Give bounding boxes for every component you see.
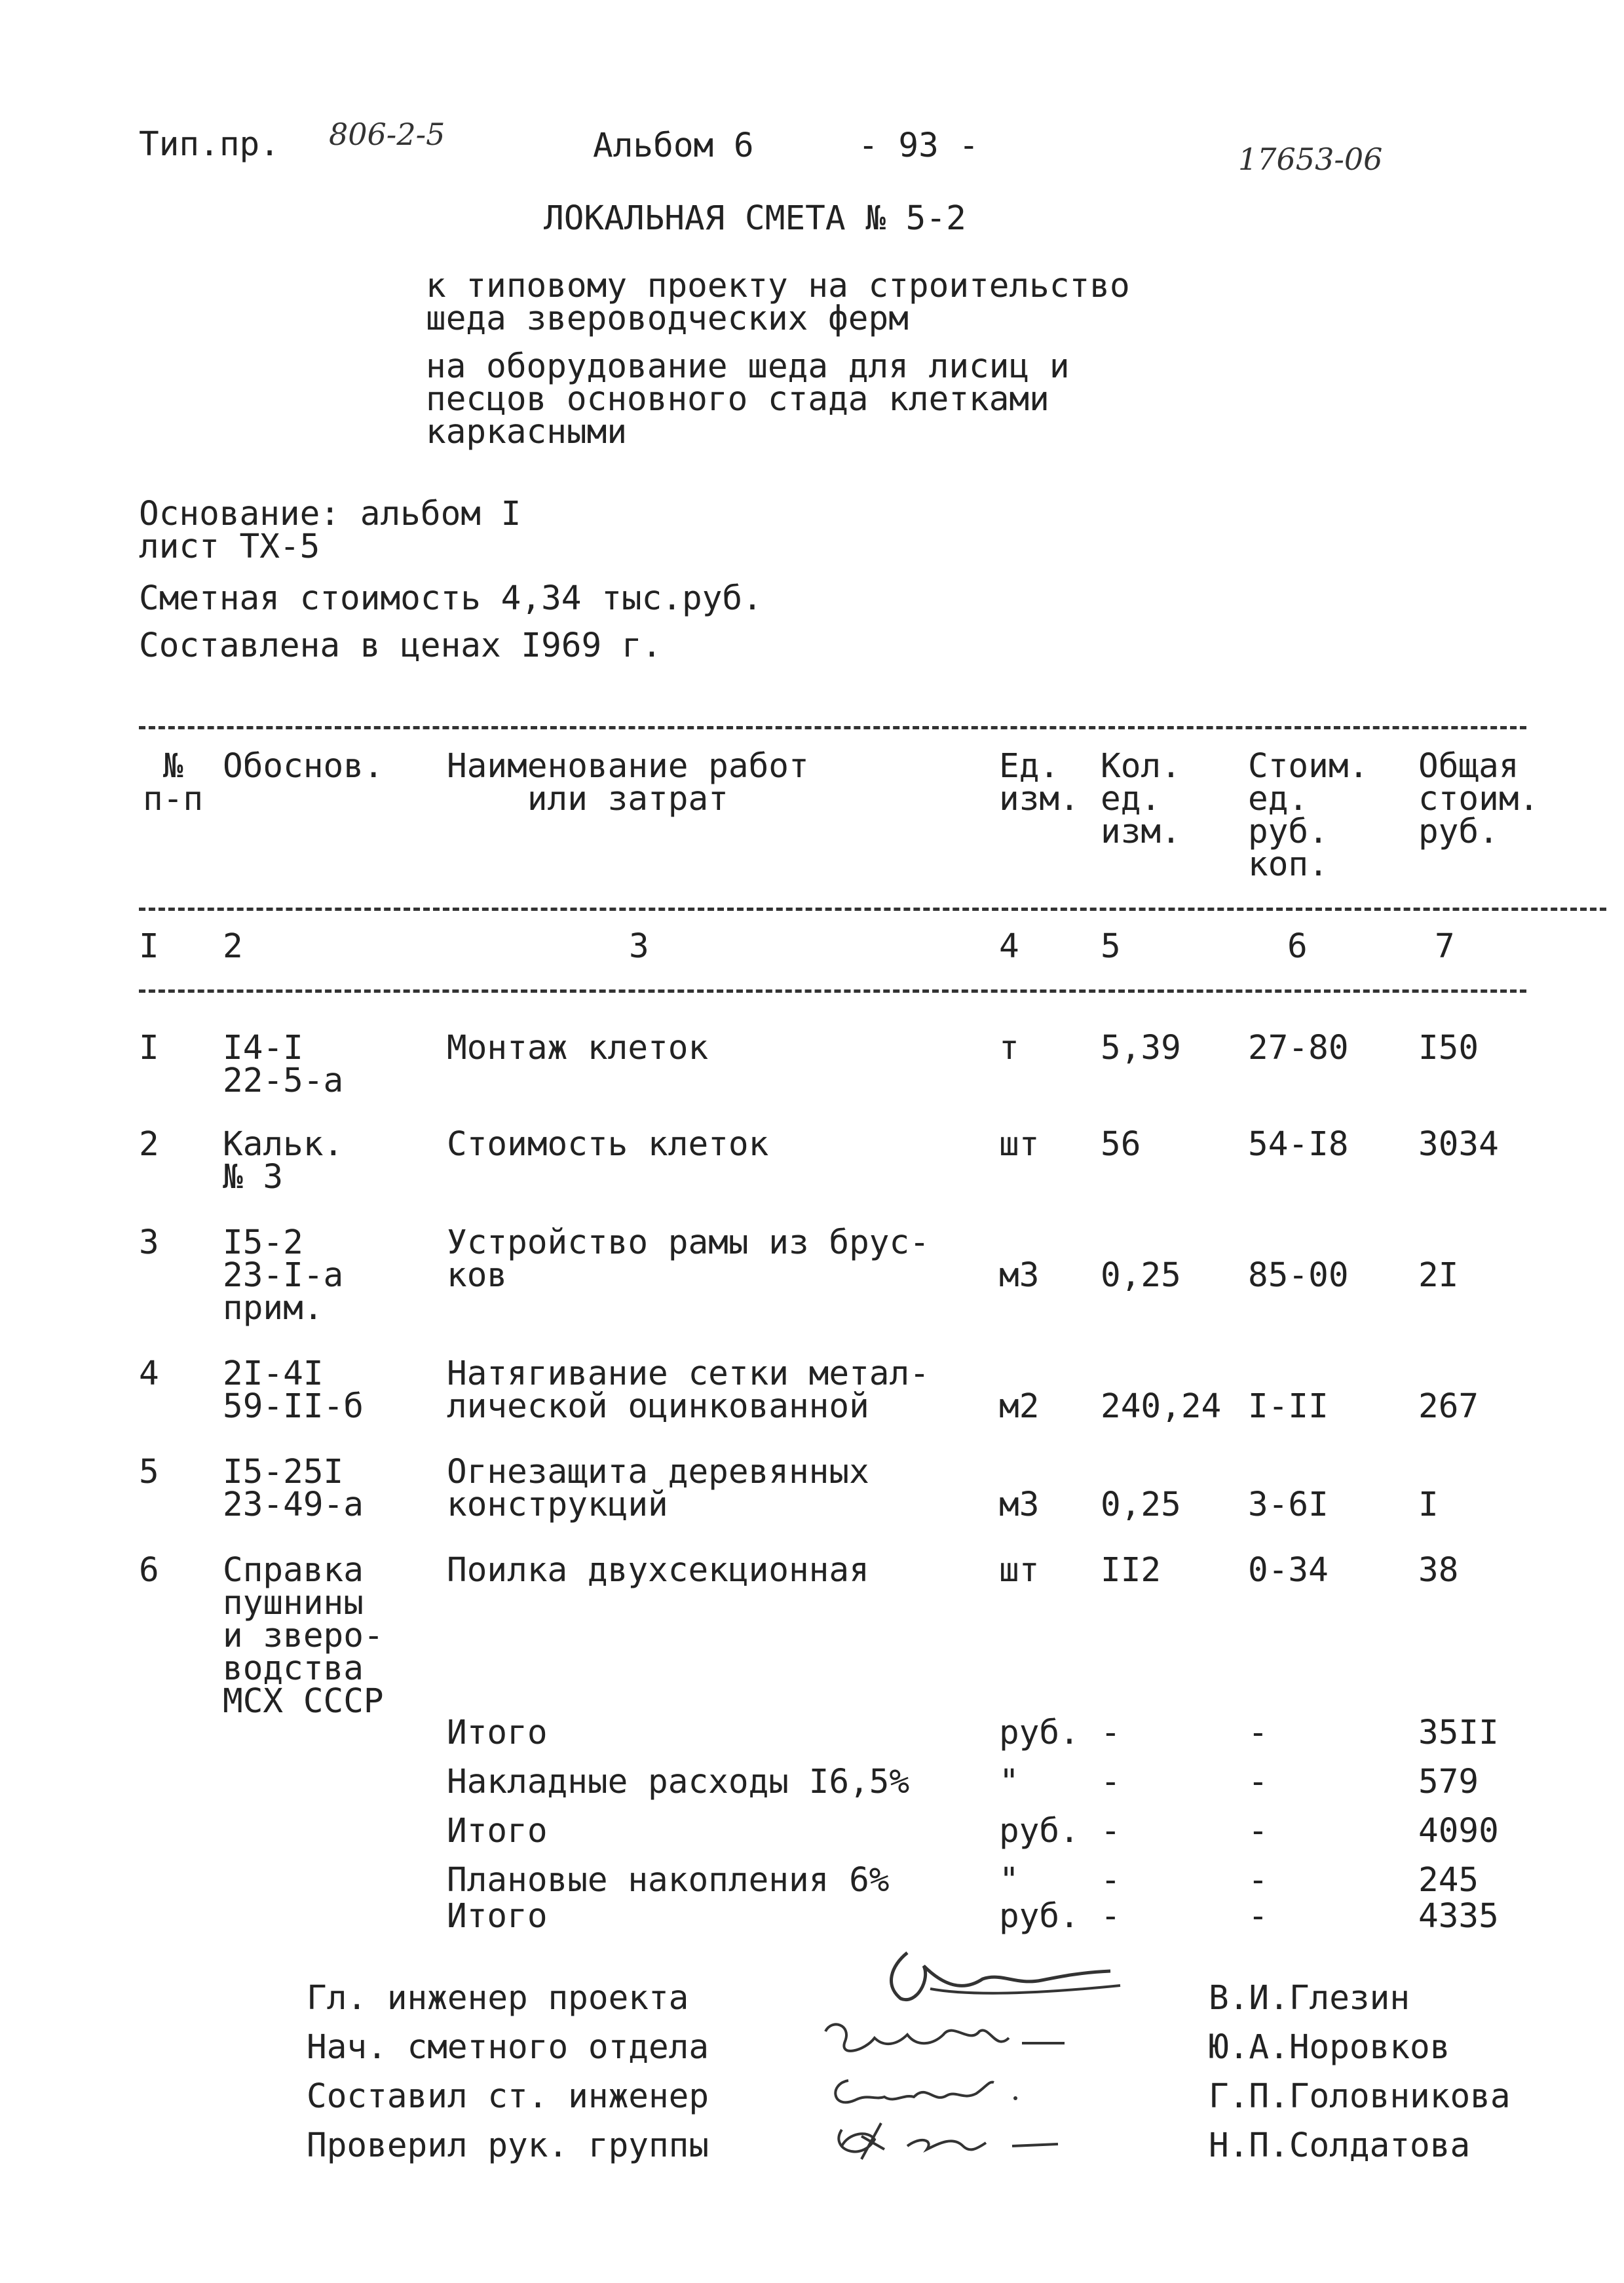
row-basis	[223, 1551, 384, 1721]
row-total: 2I	[1418, 1256, 1459, 1295]
subtitle-equipment	[426, 347, 1070, 451]
name-line: конструкций	[447, 1486, 668, 1524]
header-unit	[999, 747, 1080, 818]
row-qty: 56	[1101, 1125, 1141, 1164]
header-line: коп.	[1248, 845, 1329, 884]
basis-line: МСХ СССР	[223, 1682, 384, 1721]
header-basis	[223, 747, 384, 786]
row-qty: 240,24	[1101, 1387, 1222, 1426]
signature-norovkov	[812, 2012, 1074, 2064]
column-number: 5	[1101, 927, 1121, 966]
basis-block	[139, 495, 521, 566]
row-qty: II2	[1101, 1551, 1161, 1590]
header-total	[1418, 747, 1539, 851]
row-basis	[223, 1354, 364, 1426]
basis-line: 23-49-а	[223, 1486, 364, 1524]
header-line: №	[162, 747, 183, 786]
totals-unit: "	[999, 1861, 1019, 1900]
column-number: 2	[223, 927, 243, 966]
row-number: 3	[139, 1223, 159, 1262]
header-line: п-п	[143, 780, 204, 818]
project-number: 806-2-5	[329, 117, 445, 152]
totals-qty: -	[1101, 1861, 1121, 1900]
totals-price: -	[1248, 1861, 1268, 1900]
basis-line: 23-I-а	[223, 1256, 344, 1295]
name-line: Монтаж клеток	[447, 1029, 709, 1067]
signature-soldatova	[822, 2110, 1071, 2169]
totals-qty: -	[1101, 1714, 1121, 1752]
totals-total: 35II	[1418, 1714, 1499, 1752]
header-line: ед.	[1101, 780, 1161, 818]
name-line: Стоимость клеток	[447, 1125, 769, 1164]
header-quantity	[1101, 747, 1181, 851]
album-label: Альбом 6	[593, 126, 754, 165]
row-total: I	[1418, 1486, 1439, 1524]
row-price: 54-I8	[1248, 1125, 1349, 1164]
basis-line: Справка	[223, 1551, 364, 1590]
signature-glezin	[845, 1940, 1133, 2012]
name-line: Поилка двухсекционная	[447, 1551, 869, 1590]
row-number: 4	[139, 1354, 159, 1393]
totals-total: 4090	[1418, 1812, 1499, 1851]
signature-golovnikova	[822, 2064, 1032, 2117]
subtitle-line: каркасными	[426, 413, 628, 451]
signature-role: Гл. инженер проекта	[307, 1979, 689, 2018]
subtitle-line: на оборудование шеда для лисиц и	[426, 347, 1070, 386]
row-basis	[223, 1125, 344, 1197]
row-name	[447, 1125, 769, 1164]
totals-label: Итого	[447, 1714, 548, 1752]
totals-label: Накладные расходы I6,5%	[447, 1763, 910, 1801]
header-number	[143, 747, 204, 818]
row-unit: шт	[999, 1551, 1040, 1590]
basis-line: Кальк.	[223, 1125, 344, 1164]
row-basis	[223, 1223, 344, 1328]
subtitle-line: шеда звероводческих ферм	[426, 299, 909, 338]
row-total: I50	[1418, 1029, 1479, 1067]
row-unit: шт	[999, 1125, 1040, 1164]
header-line: руб.	[1418, 813, 1499, 851]
row-qty: 5,39	[1101, 1029, 1181, 1067]
totals-label: Итого	[447, 1897, 548, 1936]
row-unit: м2	[999, 1387, 1040, 1426]
page-number: - 93 -	[858, 126, 979, 165]
header-line: изм.	[1101, 813, 1181, 851]
basis-line: водства	[223, 1649, 364, 1688]
row-price: 85-00	[1248, 1256, 1349, 1295]
signature-role: Составил ст. инженер	[307, 2077, 709, 2116]
totals-label: Плановые накопления 6%	[447, 1861, 890, 1900]
row-number: 5	[139, 1453, 159, 1491]
basis-line: и зверо-	[223, 1617, 384, 1655]
totals-total: 4335	[1418, 1897, 1499, 1936]
column-number: 3	[629, 927, 649, 966]
header-line: руб.	[1248, 813, 1329, 851]
row-name	[447, 1453, 869, 1524]
totals-total: 579	[1418, 1763, 1479, 1801]
totals-unit: "	[999, 1763, 1019, 1801]
totals-price: -	[1248, 1897, 1268, 1936]
row-qty: 0,25	[1101, 1256, 1181, 1295]
archive-code: 17653-06	[1238, 142, 1383, 177]
basis-line: лист ТХ-5	[139, 528, 320, 566]
totals-qty: -	[1101, 1897, 1121, 1936]
subtitle-project	[426, 267, 1130, 338]
totals-unit: руб.	[999, 1897, 1080, 1936]
name-line: Устройство рамы из брус-	[447, 1223, 930, 1262]
row-name	[447, 1551, 869, 1590]
column-number: I	[139, 927, 159, 966]
header-line: Кол.	[1101, 747, 1181, 786]
column-number: 6	[1287, 927, 1308, 966]
totals-qty: -	[1101, 1812, 1121, 1851]
basis-line: I5-2	[223, 1223, 303, 1262]
header-line: Наименование работ	[447, 747, 809, 786]
row-total: 38	[1418, 1551, 1459, 1590]
basis-line: I4-I	[223, 1029, 303, 1067]
totals-price: -	[1248, 1714, 1268, 1752]
totals-unit: руб.	[999, 1714, 1080, 1752]
column-numbers-rule	[139, 989, 1526, 993]
signature-name: В.И.Глезин	[1209, 1979, 1410, 2018]
header-line: Обоснов.	[223, 747, 384, 786]
totals-qty: -	[1101, 1763, 1121, 1801]
totals-price: -	[1248, 1763, 1268, 1801]
row-name	[447, 1354, 930, 1426]
signature-name: Н.П.Солдатова	[1209, 2126, 1471, 2165]
signature-name: Ю.А.Норовков	[1209, 2028, 1450, 2067]
basis-line: прим.	[223, 1289, 324, 1328]
column-number: 7	[1435, 927, 1455, 966]
table-top-rule	[139, 726, 1526, 729]
row-qty: 0,25	[1101, 1486, 1181, 1524]
header-line: ед.	[1248, 780, 1309, 818]
name-line: Огнезащита деревянных	[447, 1453, 869, 1491]
signature-name: Г.П.Головникова	[1209, 2077, 1511, 2116]
row-price: I-II	[1248, 1387, 1329, 1426]
basis-line: пушнины	[223, 1584, 364, 1622]
header-bottom-rule	[139, 908, 1606, 911]
totals-label: Итого	[447, 1812, 548, 1851]
basis-line: 59-II-б	[223, 1387, 364, 1426]
row-price: 3-6I	[1248, 1486, 1329, 1524]
row-basis	[223, 1453, 364, 1524]
row-number: 6	[139, 1551, 159, 1590]
basis-line: I5-25I	[223, 1453, 344, 1491]
row-total: 267	[1418, 1387, 1479, 1426]
basis-line: № 3	[223, 1158, 284, 1197]
name-line: ков	[447, 1256, 508, 1295]
row-unit: т	[999, 1029, 1019, 1067]
column-number: 4	[999, 927, 1019, 966]
row-total: 3034	[1418, 1125, 1499, 1164]
row-unit: м3	[999, 1486, 1040, 1524]
subtitle-line: к типовому проекту на строительство	[426, 267, 1130, 305]
row-price: 0-34	[1248, 1551, 1329, 1590]
row-number: 2	[139, 1125, 159, 1164]
basis-line: 2I-4I	[223, 1354, 324, 1393]
totals-total: 245	[1418, 1861, 1479, 1900]
header-line: изм.	[999, 780, 1080, 818]
row-basis	[223, 1029, 344, 1100]
signature-role: Нач. сметного отдела	[307, 2028, 709, 2067]
estimated-cost: Сметная стоимость 4,34 тыс.руб.	[139, 579, 763, 618]
name-line: Натягивание сетки метал-	[447, 1354, 930, 1393]
row-number: I	[139, 1029, 159, 1067]
header-line: или затрат	[527, 780, 728, 818]
header-line: Ед.	[999, 747, 1060, 786]
name-line: лической оцинкованной	[447, 1387, 869, 1426]
row-price: 27-80	[1248, 1029, 1349, 1067]
header-unit-price	[1248, 747, 1369, 884]
doc-type-label: Тип.пр.	[139, 125, 280, 164]
basis-line: Основание: альбом I	[139, 495, 521, 533]
subtitle-line: песцов основного стада клетками	[426, 380, 1049, 419]
row-name	[447, 1029, 709, 1067]
basis-line: 22-5-а	[223, 1062, 344, 1100]
header-line: стоим.	[1418, 780, 1539, 818]
row-unit: м3	[999, 1256, 1040, 1295]
header-line: Общая	[1418, 747, 1519, 786]
signature-role: Проверил рук. группы	[307, 2126, 709, 2165]
totals-unit: руб.	[999, 1812, 1080, 1851]
prices-year: Составлена в ценах I969 г.	[139, 626, 662, 665]
totals-price: -	[1248, 1812, 1268, 1851]
row-name	[447, 1223, 930, 1295]
header-line: Стоим.	[1248, 747, 1369, 786]
document-title: ЛОКАЛЬНАЯ СМЕТА № 5-2	[544, 199, 966, 238]
header-work-name	[447, 747, 809, 818]
